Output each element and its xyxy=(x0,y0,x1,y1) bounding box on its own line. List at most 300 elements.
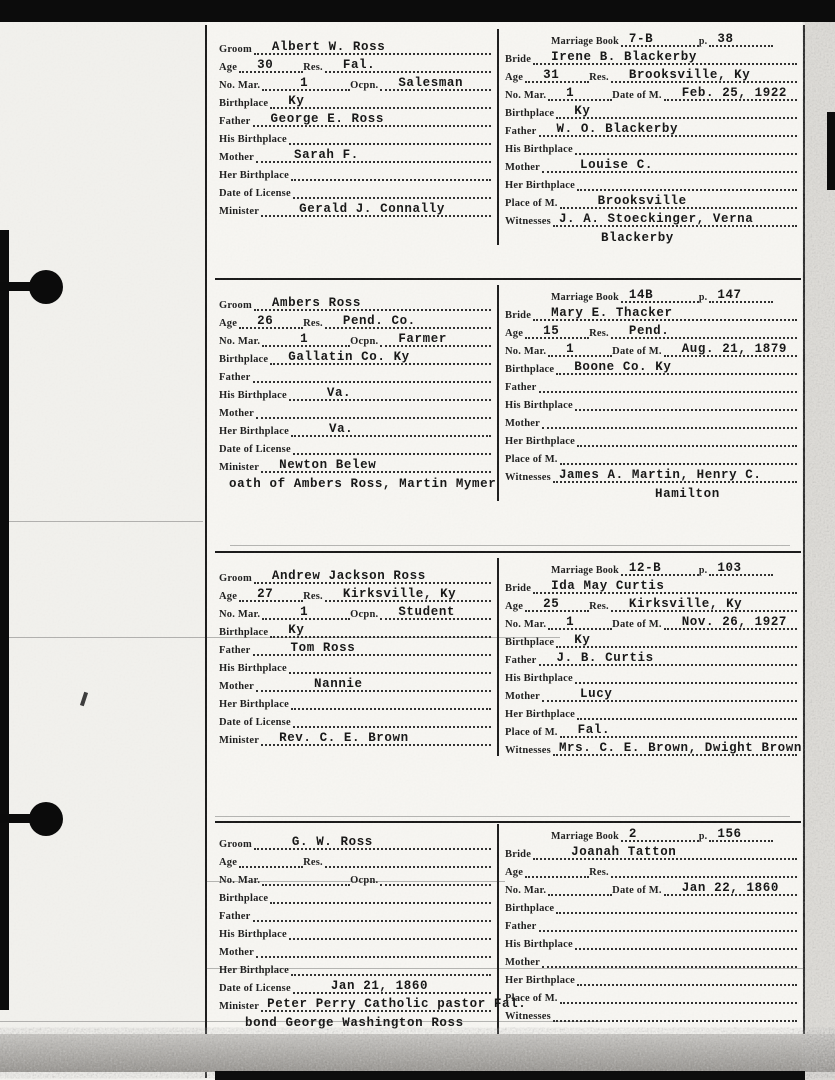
bride-name-value: Ida May Curtis xyxy=(551,579,665,593)
groom-label: Groom xyxy=(219,839,252,850)
nomar-value: 1 xyxy=(300,332,309,346)
dotted-line xyxy=(539,373,797,393)
birthplace-value: Boone Co. Ky xyxy=(574,360,672,374)
dotted-line xyxy=(261,197,491,217)
dotted-line xyxy=(542,409,797,429)
place-label: Place of M. xyxy=(505,993,558,1004)
birthplace-value: Ky xyxy=(574,104,591,118)
minister-label: Minister xyxy=(219,206,260,217)
marriage-book-label: Marriage Book xyxy=(551,831,619,842)
dotted-line xyxy=(548,876,612,896)
birthplace-label: Birthplace xyxy=(219,627,269,638)
dotted-line xyxy=(611,63,797,83)
dotted-line xyxy=(239,53,303,73)
record-card xyxy=(215,285,801,501)
dotted-line xyxy=(253,363,491,383)
minister-label: Minister xyxy=(219,462,260,473)
dotted-line xyxy=(709,556,773,576)
record-card xyxy=(215,29,801,245)
dotted-line xyxy=(553,463,797,483)
dotted-line xyxy=(575,391,797,411)
his-birthplace-label: His Birthplace xyxy=(505,939,573,950)
minister-row xyxy=(219,994,527,1012)
dotted-line xyxy=(611,592,797,612)
his-birthplace-label: His Birthplace xyxy=(219,929,287,940)
dotted-line xyxy=(577,427,797,447)
bride-label: Bride xyxy=(505,54,532,65)
father-value: W. O. Blackerby xyxy=(556,122,679,136)
dotted-line xyxy=(239,582,303,602)
dotted-line xyxy=(577,700,797,720)
dotted-line xyxy=(560,189,797,209)
datem-label: Date of M. xyxy=(612,619,662,630)
place-value: Brooksville xyxy=(597,194,687,208)
license-label: Date of License xyxy=(219,188,291,199)
dotted-line xyxy=(256,399,491,419)
res-label: Res. xyxy=(303,318,323,329)
mother-value: Lucy xyxy=(580,687,613,701)
minister-row xyxy=(219,199,491,217)
witnesses-value: Mrs. C. E. Brown, Dwight Brown xyxy=(558,741,802,755)
place-label: Place of M. xyxy=(505,454,558,465)
her-birthplace-label: Her Birthplace xyxy=(505,709,575,720)
his-birthplace-label: His Birthplace xyxy=(219,390,287,401)
birthplace-label: Birthplace xyxy=(219,354,269,365)
witnesses-label: Witnesses xyxy=(505,1011,551,1022)
dotted-line xyxy=(256,938,491,958)
dotted-line xyxy=(380,866,491,886)
birthplace-label: Birthplace xyxy=(505,637,555,648)
birthplace-label: Birthplace xyxy=(505,108,555,119)
bride-column xyxy=(497,558,801,756)
dotted-line xyxy=(556,628,797,648)
witnesses-row xyxy=(505,738,802,756)
age-label: Age xyxy=(219,591,238,602)
page-label: p. xyxy=(698,36,708,47)
age-value: 15 xyxy=(543,324,560,338)
her-birthplace-label: Her Birthplace xyxy=(219,426,289,437)
age-value: 25 xyxy=(543,597,560,611)
dotted-line xyxy=(560,445,797,465)
scan-artifact-line xyxy=(230,545,790,546)
dotted-line xyxy=(380,327,491,347)
birthplace-label: Birthplace xyxy=(219,98,269,109)
dotted-line xyxy=(556,99,797,119)
dotted-line xyxy=(539,646,797,666)
dotted-line xyxy=(664,610,797,630)
datem-value: Nov. 26, 1927 xyxy=(681,615,788,629)
dotted-line xyxy=(291,161,491,181)
minister-row xyxy=(219,728,491,746)
dotted-line xyxy=(611,858,797,878)
dotted-line xyxy=(261,453,491,473)
binder-spine-edge xyxy=(0,230,9,1010)
his-birthplace-value: Va. xyxy=(326,386,352,400)
his-birthplace-label: His Birthplace xyxy=(219,663,287,674)
father-value: George E. Ross xyxy=(270,112,384,126)
dotted-line xyxy=(261,726,491,746)
place-label: Place of M. xyxy=(505,727,558,738)
dotted-line xyxy=(262,600,350,620)
groom-label: Groom xyxy=(219,573,252,584)
ocpn-label: Ocpn. xyxy=(350,609,379,620)
place-value: Fal. xyxy=(577,723,611,737)
groom-name-value: Ambers Ross xyxy=(271,296,362,310)
res-label: Res. xyxy=(303,62,323,73)
dotted-line xyxy=(525,858,589,878)
scanner-bottom-edge xyxy=(215,1071,805,1080)
res-label: Res. xyxy=(589,601,609,612)
witnesses-label: Witnesses xyxy=(505,472,551,483)
dotted-line xyxy=(548,610,612,630)
witnesses-label: Witnesses xyxy=(505,216,551,227)
father-value: J. B. Curtis xyxy=(556,651,654,665)
dotted-line xyxy=(254,564,491,584)
res-value: Kirksville, Ky xyxy=(628,597,743,611)
age-label: Age xyxy=(505,72,524,83)
dotted-line xyxy=(542,948,797,968)
dotted-line xyxy=(254,830,491,850)
father-label: Father xyxy=(219,645,251,656)
witnesses-value: J. A. Stoeckinger, Verna xyxy=(558,212,754,226)
mother-label: Mother xyxy=(219,408,255,419)
dotted-line xyxy=(289,125,491,145)
dotted-line xyxy=(525,592,589,612)
dotted-line xyxy=(289,920,491,940)
datem-label: Date of M. xyxy=(612,90,662,101)
witnesses-label: Witnesses xyxy=(505,745,551,756)
license-label: Date of License xyxy=(219,983,291,994)
res-label: Res. xyxy=(303,857,323,868)
nomar-value: 1 xyxy=(300,605,309,619)
dotted-line xyxy=(256,672,491,692)
page-value: 147 xyxy=(717,288,742,302)
groom-note: oath of Ambers Ross, Martin Mymer xyxy=(229,477,497,491)
dotted-line xyxy=(548,81,612,101)
card-left-border xyxy=(205,25,207,1078)
father-label: Father xyxy=(505,382,537,393)
groom-name-value: Andrew Jackson Ross xyxy=(271,569,426,583)
res-value: Kirksville, Ky xyxy=(342,587,457,601)
age-value: 26 xyxy=(257,314,274,328)
res-label: Res. xyxy=(303,591,323,602)
dotted-line xyxy=(525,319,589,339)
bride-column xyxy=(497,29,801,245)
res-label: Res. xyxy=(589,867,609,878)
dotted-line xyxy=(380,600,491,620)
scan-artifact-line xyxy=(0,521,203,522)
scan-artifact-line xyxy=(0,637,560,638)
dotted-line xyxy=(293,435,491,455)
mother-label: Mother xyxy=(505,691,541,702)
dotted-line xyxy=(542,153,797,173)
dotted-line xyxy=(556,355,797,375)
scan-artifact-line xyxy=(205,968,803,969)
mother-value: Louise C. xyxy=(580,158,653,172)
dotted-line xyxy=(262,866,350,886)
bride-column xyxy=(497,285,801,501)
his-birthplace-label: His Birthplace xyxy=(219,134,287,145)
dotted-line xyxy=(289,654,491,674)
license-label: Date of License xyxy=(219,444,291,455)
dotted-line xyxy=(239,309,303,329)
marriage-book-label: Marriage Book xyxy=(551,36,619,47)
witnesses-value: James A. Martin, Henry C. xyxy=(558,468,762,482)
dotted-line xyxy=(254,291,491,311)
minister-value: Newton Belew xyxy=(279,458,377,472)
witnesses-row xyxy=(505,209,797,227)
dotted-line xyxy=(539,117,797,137)
dotted-line xyxy=(270,89,491,109)
mother-label: Mother xyxy=(219,947,255,958)
res-value: Brooksville, Ky xyxy=(628,68,751,82)
her-birthplace-label: Her Birthplace xyxy=(219,170,289,181)
age-value: 30 xyxy=(257,58,274,72)
nomar-label: No. Mar. xyxy=(219,609,261,620)
father-label: Father xyxy=(505,921,537,932)
res-value: Fal. xyxy=(342,58,376,72)
witnesses-row xyxy=(505,1004,797,1022)
minister-label: Minister xyxy=(219,1001,260,1012)
scan-artifact-line xyxy=(0,1021,600,1022)
dotted-line xyxy=(621,556,699,576)
dotted-line xyxy=(253,636,491,656)
punch-hole xyxy=(29,270,63,304)
scan-artifact-line xyxy=(215,816,790,817)
ocpn-value: Farmer xyxy=(398,332,447,346)
groom-name-value: Albert W. Ross xyxy=(271,40,386,54)
minister-row xyxy=(219,455,491,473)
ocpn-value: Student xyxy=(398,605,456,619)
dotted-line xyxy=(533,301,797,321)
her-birthplace-label: Her Birthplace xyxy=(505,975,575,986)
dotted-line xyxy=(525,63,589,83)
res-value: Pend. xyxy=(628,324,670,338)
bride-label: Bride xyxy=(505,583,532,594)
father-label: Father xyxy=(219,116,251,127)
dotted-line xyxy=(293,974,491,994)
scan-speck xyxy=(80,692,88,707)
dotted-line xyxy=(556,894,797,914)
age-label: Age xyxy=(505,328,524,339)
mother-label: Mother xyxy=(505,162,541,173)
dotted-line xyxy=(709,822,773,842)
dotted-line xyxy=(539,912,797,932)
res-label: Res. xyxy=(589,72,609,83)
age-value: 27 xyxy=(257,587,274,601)
father-label: Father xyxy=(505,126,537,137)
dotted-line xyxy=(533,840,797,860)
nomar-value: 1 xyxy=(566,342,575,356)
dotted-line xyxy=(664,81,797,101)
mother-label: Mother xyxy=(219,152,255,163)
nomar-label: No. Mar. xyxy=(505,90,547,101)
datem-label: Date of M. xyxy=(612,346,662,357)
birthplace-label: Birthplace xyxy=(505,364,555,375)
punch-hole xyxy=(29,802,63,836)
scan-grain-band xyxy=(0,1034,835,1072)
page-value: 103 xyxy=(717,561,742,575)
page-value: 156 xyxy=(717,827,742,841)
dotted-line xyxy=(291,690,491,710)
dotted-line xyxy=(293,708,491,728)
nomar-value: 1 xyxy=(566,615,575,629)
res-label: Res. xyxy=(589,328,609,339)
dotted-line xyxy=(621,27,699,47)
book-value: 12-B xyxy=(628,561,662,575)
dotted-line xyxy=(291,417,491,437)
dotted-line xyxy=(611,319,797,339)
age-label: Age xyxy=(219,318,238,329)
her-birthplace-label: Her Birthplace xyxy=(219,699,289,710)
groom-name-value: G. W. Ross xyxy=(291,835,373,849)
dotted-line xyxy=(560,984,797,1004)
his-birthplace-label: His Birthplace xyxy=(505,673,573,684)
nomar-label: No. Mar. xyxy=(219,80,261,91)
age-label: Age xyxy=(505,601,524,612)
dotted-line xyxy=(575,135,797,155)
bride-label: Bride xyxy=(505,310,532,321)
marriage-book-label: Marriage Book xyxy=(551,292,619,303)
age-value: 31 xyxy=(543,68,560,82)
her-birthplace-label: Her Birthplace xyxy=(219,965,289,976)
mother-value: Sarah F. xyxy=(294,148,359,162)
scan-artifact-line xyxy=(205,881,505,882)
birthplace-value: Ky xyxy=(288,94,305,108)
dotted-line xyxy=(325,309,491,329)
license-value: Jan 21, 1860 xyxy=(330,979,429,993)
groom-column xyxy=(215,558,497,756)
minister-value: Gerald J. Connally xyxy=(299,202,445,216)
dotted-line xyxy=(256,143,491,163)
dotted-line xyxy=(325,848,491,868)
page-label: p. xyxy=(698,831,708,842)
her-birthplace-value: Va. xyxy=(328,422,354,436)
bride-label: Bride xyxy=(505,849,532,860)
nomar-label: No. Mar. xyxy=(505,619,547,630)
dotted-line xyxy=(548,337,612,357)
nomar-label: No. Mar. xyxy=(505,885,547,896)
dotted-line xyxy=(621,822,699,842)
father-value: Tom Ross xyxy=(290,641,356,655)
mother-label: Mother xyxy=(505,418,541,429)
dotted-line xyxy=(553,207,797,227)
dotted-line xyxy=(709,27,773,47)
dotted-line xyxy=(289,381,491,401)
scanner-right-edge-mark xyxy=(827,112,835,190)
father-label: Father xyxy=(219,372,251,383)
bride-name-value: Irene B. Blackerby xyxy=(551,50,697,64)
minister-label: Minister xyxy=(219,735,260,746)
mother-label: Mother xyxy=(219,681,255,692)
dotted-line xyxy=(253,107,491,127)
separator-line xyxy=(215,551,801,553)
birthplace-value: Ky xyxy=(288,623,305,637)
page-value: 38 xyxy=(717,32,734,46)
dotted-line xyxy=(270,345,491,365)
nomar-label: No. Mar. xyxy=(505,346,547,357)
dotted-line xyxy=(553,736,802,756)
mother-label: Mother xyxy=(505,957,541,968)
dotted-line xyxy=(380,71,491,91)
place-label: Place of M. xyxy=(505,198,558,209)
her-birthplace-label: Her Birthplace xyxy=(505,180,575,191)
card-right-border xyxy=(803,25,805,1078)
groom-column xyxy=(215,285,497,501)
father-label: Father xyxy=(219,911,251,922)
record-card xyxy=(215,558,801,756)
bride-name-value: Joanah Tatton xyxy=(571,845,677,859)
birthplace-label: Birthplace xyxy=(505,903,555,914)
dotted-line xyxy=(553,1002,797,1022)
groom-label: Groom xyxy=(219,44,252,55)
ocpn-label: Ocpn. xyxy=(350,875,379,886)
marriage-book-label: Marriage Book xyxy=(551,565,619,576)
her-birthplace-label: Her Birthplace xyxy=(505,436,575,447)
scanner-top-edge xyxy=(0,0,835,22)
dotted-line xyxy=(575,664,797,684)
groom-label: Groom xyxy=(219,300,252,311)
dotted-line xyxy=(664,876,797,896)
birthplace-label: Birthplace xyxy=(219,893,269,904)
mother-value: Nannie xyxy=(314,677,363,691)
ocpn-label: Ocpn. xyxy=(350,80,379,91)
dotted-line xyxy=(664,337,797,357)
dotted-line xyxy=(325,582,491,602)
dotted-line xyxy=(577,966,797,986)
minister-value: Rev. C. E. Brown xyxy=(279,731,409,745)
dotted-line xyxy=(577,171,797,191)
dotted-line xyxy=(270,618,491,638)
dotted-line xyxy=(262,327,350,347)
witnesses-row xyxy=(505,465,797,483)
datem-value: Jan 22, 1860 xyxy=(681,881,779,895)
dotted-line xyxy=(293,179,491,199)
dotted-line xyxy=(533,45,797,65)
dotted-line xyxy=(270,884,491,904)
datem-label: Date of M. xyxy=(612,885,662,896)
dotted-line xyxy=(325,53,491,73)
witnesses-continuation: Blackerby xyxy=(601,231,674,245)
datem-value: Feb. 25, 1922 xyxy=(681,86,788,100)
separator-line xyxy=(215,821,801,823)
datem-value: Aug. 21, 1879 xyxy=(681,342,788,356)
dotted-line xyxy=(533,574,797,594)
res-value: Pend. Co. xyxy=(342,314,416,328)
dotted-line xyxy=(262,71,350,91)
license-label: Date of License xyxy=(219,717,291,728)
age-label: Age xyxy=(219,62,238,73)
nomar-label: No. Mar. xyxy=(219,336,261,347)
groom-column xyxy=(215,29,497,245)
dotted-line xyxy=(709,283,773,303)
dotted-line xyxy=(254,35,491,55)
nomar-value: 1 xyxy=(566,86,575,100)
age-label: Age xyxy=(505,867,524,878)
dotted-line xyxy=(261,992,527,1012)
book-value: 2 xyxy=(628,827,637,841)
age-label: Age xyxy=(219,857,238,868)
page-label: p. xyxy=(698,565,708,576)
witnesses-continuation: Hamilton xyxy=(655,487,720,501)
groom-note: bond George Washington Ross xyxy=(245,1016,464,1030)
dotted-line xyxy=(575,930,797,950)
dotted-line xyxy=(560,718,797,738)
ocpn-value: Salesman xyxy=(398,76,464,90)
separator-line xyxy=(215,278,801,280)
book-value: 14B xyxy=(628,288,654,302)
father-label: Father xyxy=(505,655,537,666)
